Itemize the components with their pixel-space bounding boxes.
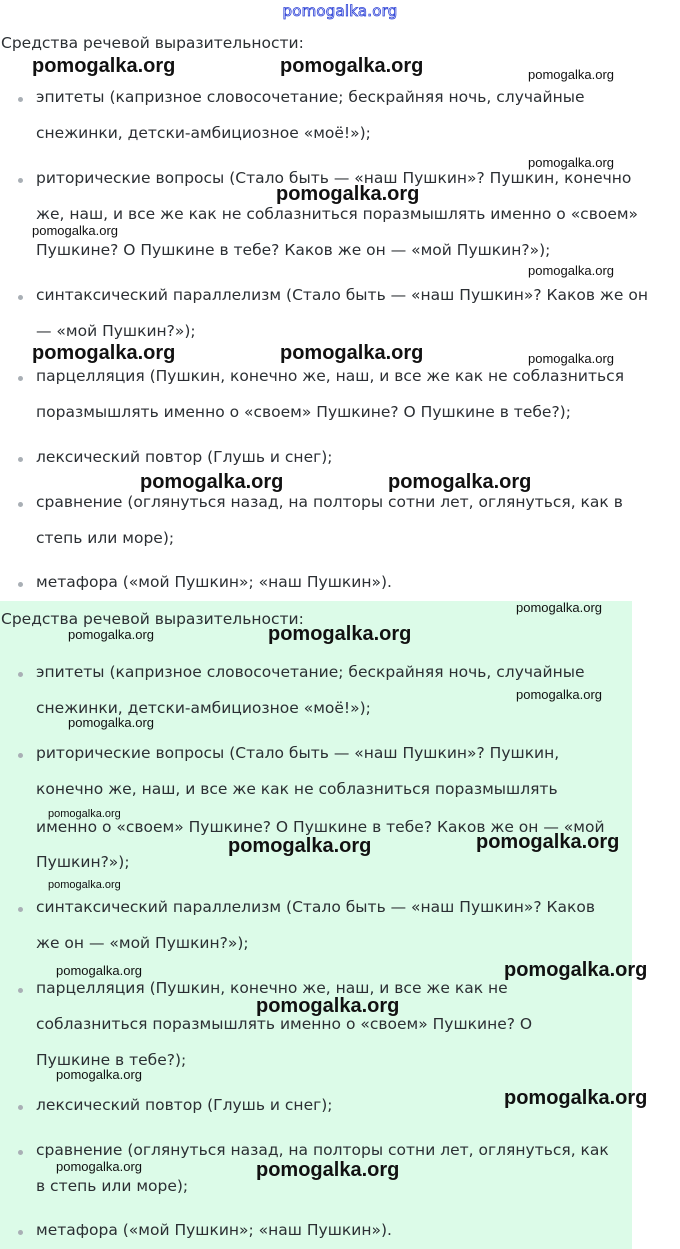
heading-2: Средства речевой выразительности: — [1, 610, 304, 628]
watermark-text: pomogalka.org — [276, 183, 420, 205]
watermark-text: pomogalka.org — [528, 67, 614, 82]
watermark-text: pomogalka.org — [516, 687, 602, 702]
watermark-text: pomogalka.org — [528, 155, 614, 170]
list-item-line: сравнение (оглянуться назад, на полторы сотни лет, оглянуться, как — [36, 1141, 609, 1159]
list-item-line: — «мой Пушкин?»); — [36, 322, 196, 340]
bullet-icon — [18, 502, 23, 507]
watermark-text: pomogalka.org — [388, 471, 532, 493]
site-link[interactable]: pomogalka.org — [282, 2, 398, 20]
bullet-icon — [18, 1230, 23, 1235]
bullet-icon — [18, 1150, 23, 1155]
list-item-line: синтаксический параллелизм (Стало быть — «наш Пушкин»? Каков — [36, 898, 595, 916]
watermark-text: pomogalka.org — [280, 342, 424, 364]
watermark-text: pomogalka.org — [32, 342, 176, 364]
list-item-line: риторические вопросы (Стало быть — «наш Пушкин»? Пушкин, — [36, 744, 560, 762]
watermark-text: pomogalka.org — [528, 263, 614, 278]
list-item-line: же он — «мой Пушкин?»); — [36, 934, 249, 952]
watermark-text: pomogalka.org — [504, 959, 648, 981]
watermark-text: pomogalka.org — [528, 351, 614, 366]
list-item-line: сравнение (оглянуться назад, на полторы сотни лет, оглянуться, как в — [36, 493, 623, 511]
watermark-text: pomogalka.org — [56, 963, 142, 978]
list-item-line: снежинки, детски-амбициозное «моё!»); — [36, 124, 371, 142]
bullet-icon — [18, 1105, 23, 1110]
watermark-text: pomogalka.org — [256, 1159, 400, 1181]
watermark-text: pomogalka.org — [68, 715, 154, 730]
list-item-line: эпитеты (капризное словосочетание; бескрайняя ночь, случайные — [36, 663, 585, 681]
list-item-line: Пушкине в тебе?); — [36, 1051, 187, 1069]
list-item-line: синтаксический параллелизм (Стало быть — «наш Пушкин»? Каков же он — [36, 286, 648, 304]
list-item-line: метафора («мой Пушкин»; «наш Пушкин»). — [36, 1221, 392, 1239]
list-item-line: поразмышлять именно о «своем» Пушкине? О Пушкине в тебе?); — [36, 403, 571, 421]
list-item-line: Пушкин?»); — [36, 853, 130, 871]
list-item-line: риторические вопросы (Стало быть — «наш Пушкин»? Пушкин, конечно — [36, 169, 632, 187]
list-item-line: соблазниться поразмышлять именно о «своем» Пушкине? О — [36, 1015, 533, 1033]
watermark-text: pomogalka.org — [68, 627, 154, 642]
bullet-icon — [18, 97, 23, 102]
list-item-line: парцелляция (Пушкин, конечно же, наш, и все же как не соблазниться — [36, 367, 625, 385]
list-item-line: степь или море); — [36, 529, 175, 547]
list-item-line: лексический повтор (Глушь и снег); — [36, 1096, 333, 1114]
list-item-line: лексический повтор (Глушь и снег); — [36, 448, 333, 466]
watermark-text: pomogalka.org — [516, 600, 602, 615]
list-item-line: метафора («мой Пушкин»; «наш Пушкин»). — [36, 573, 392, 591]
bullet-icon — [18, 582, 23, 587]
watermark-text: pomogalka.org — [268, 623, 412, 645]
watermark-text: pomogalka.org — [280, 55, 424, 77]
bullet-icon — [18, 907, 23, 912]
bullet-icon — [18, 178, 23, 183]
list-item-line: же, наш, и все же как не соблазниться поразмышлять именно о «своем» — [36, 205, 639, 223]
bullet-icon — [18, 753, 23, 758]
heading-1: Средства речевой выразительности: — [1, 34, 304, 52]
bullet-icon — [18, 457, 23, 462]
list-item-line: парцелляция (Пушкин, конечно же, наш, и все же как не — [36, 979, 508, 997]
watermark-text: pomogalka.org — [256, 995, 400, 1017]
watermark-text: pomogalka.org — [32, 55, 176, 77]
watermark-text: pomogalka.org — [32, 223, 118, 238]
bullet-icon — [18, 295, 23, 300]
watermark-text: pomogalka.org — [504, 1087, 648, 1109]
watermark-text: pomogalka.org — [140, 471, 284, 493]
watermark-text: pomogalka.org — [228, 835, 372, 857]
bullet-icon — [18, 672, 23, 677]
list-item-line: Пушкине? О Пушкине в тебе? Каков же он — «мой Пушкин?»); — [36, 241, 551, 259]
list-item-line: конечно же, наш, и все же как не соблазниться поразмышлять — [36, 780, 558, 798]
watermark-text: pomogalka.org — [56, 1159, 142, 1174]
watermark-text: pomogalka.org — [56, 1067, 142, 1082]
list-item-line: снежинки, детски-амбициозное «моё!»); — [36, 699, 371, 717]
list-item-line: эпитеты (капризное словосочетание; бескрайняя ночь, случайные — [36, 88, 585, 106]
list-item-line: именно о «своем» Пушкине? О Пушкине в тебе? Каков же он — «мой — [36, 818, 605, 836]
bullet-icon — [18, 988, 23, 993]
watermark-text: pomogalka.org — [48, 808, 121, 820]
watermark-text: pomogalka.org — [48, 879, 121, 891]
watermark-text: pomogalka.org — [476, 831, 620, 853]
bullet-icon — [18, 376, 23, 381]
list-item-line: в степь или море); — [36, 1177, 189, 1195]
